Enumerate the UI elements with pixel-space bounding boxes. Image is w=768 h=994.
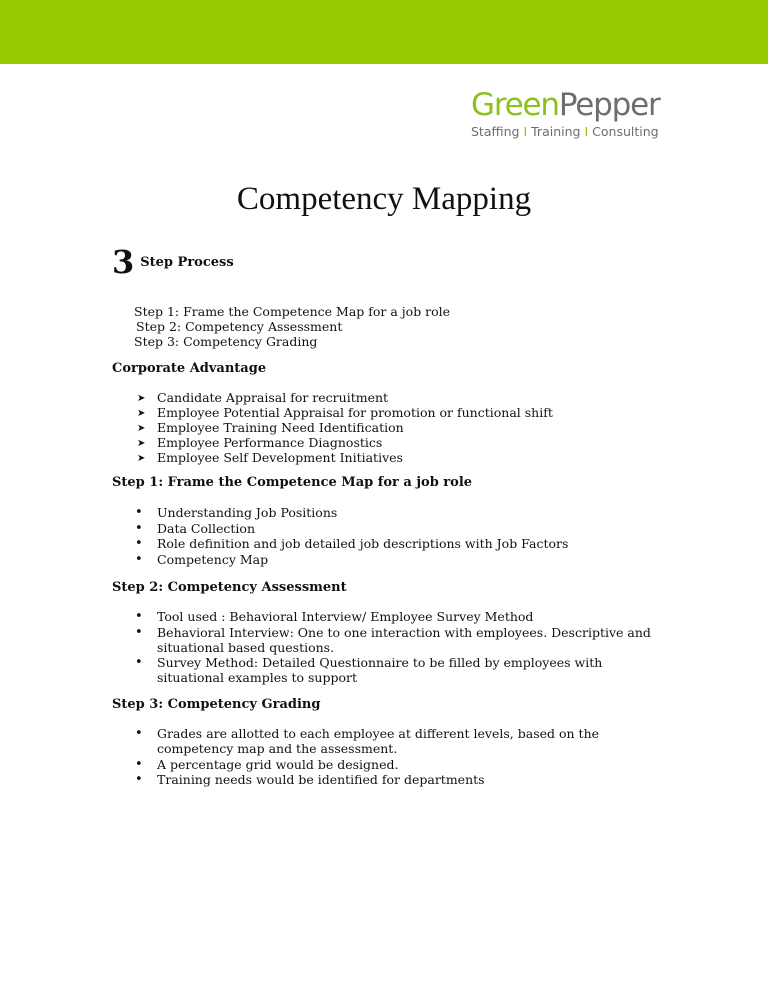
list-item: ➤ Employee Training Need Identification bbox=[0, 420, 657, 435]
list-item: • Behavioral Interview: One to one interaction with employees. Descriptive and situational based questions. bbox=[0, 625, 657, 655]
corporate-advantage-list bbox=[0, 390, 657, 465]
logo-grey-part: Pepper bbox=[558, 87, 660, 123]
step-process-heading bbox=[112, 243, 234, 281]
logo-tagline bbox=[471, 124, 661, 139]
step3-list bbox=[0, 726, 657, 788]
step2-list bbox=[0, 609, 657, 686]
list-item: • A percentage grid would be designed. bbox=[0, 757, 657, 772]
list-item: • Grades are allotted to each employee at different levels, based on the competency map and the assessment. bbox=[0, 726, 657, 756]
list-item: • Role definition and job detailed job descriptions with Job Factors bbox=[0, 536, 657, 551]
step1-heading: Step 1: Frame the Competence Map for a job role bbox=[112, 475, 473, 490]
list-item: • Survey Method: Detailed Questionnaire to be filled by employees with situational examples to support bbox=[0, 655, 657, 685]
step1-list bbox=[0, 505, 657, 567]
logo-wordmark bbox=[471, 88, 661, 122]
step-process-label: Step Process bbox=[140, 254, 234, 270]
corporate-advantage-heading: Corporate Advantage bbox=[112, 361, 267, 376]
list-item: • Data Collection bbox=[0, 521, 657, 536]
list-item: • Understanding Job Positions bbox=[0, 505, 657, 520]
list-item: • Tool used : Behavioral Interview/ Employee Survey Method bbox=[0, 609, 657, 624]
step3-heading: Step 3: Competency Grading bbox=[112, 697, 321, 712]
logo-green-part: Green bbox=[471, 87, 559, 123]
step2-heading: Step 2: Competency Assessment bbox=[112, 580, 347, 595]
tagline-separator: I bbox=[584, 124, 589, 139]
tagline-consulting: Consulting bbox=[592, 124, 659, 139]
list-item: • Competency Map bbox=[0, 552, 657, 567]
list-item: • Training needs would be identified for departments bbox=[0, 772, 657, 787]
header-bar bbox=[0, 0, 768, 64]
page-title: Competency Mapping bbox=[236, 181, 532, 217]
tagline-training: Training bbox=[531, 124, 581, 139]
process-step: Step 3: Competency Grading bbox=[134, 334, 318, 349]
greenpepper-logo bbox=[471, 88, 661, 139]
step-count: 3 bbox=[112, 243, 135, 281]
list-item: ➤ Employee Potential Appraisal for promotion or functional shift bbox=[0, 405, 657, 420]
list-item: ➤ Employee Self Development Initiatives bbox=[0, 450, 657, 465]
list-item: ➤ Employee Performance Diagnostics bbox=[0, 435, 657, 450]
list-item: ➤ Candidate Appraisal for recruitment bbox=[0, 390, 657, 405]
process-steps-list bbox=[134, 304, 450, 349]
tagline-separator: I bbox=[523, 124, 528, 139]
process-step: Step 2: Competency Assessment bbox=[136, 319, 343, 334]
process-step: Step 1: Frame the Competence Map for a job role bbox=[134, 304, 451, 319]
tagline-staffing: Staffing bbox=[471, 124, 520, 139]
